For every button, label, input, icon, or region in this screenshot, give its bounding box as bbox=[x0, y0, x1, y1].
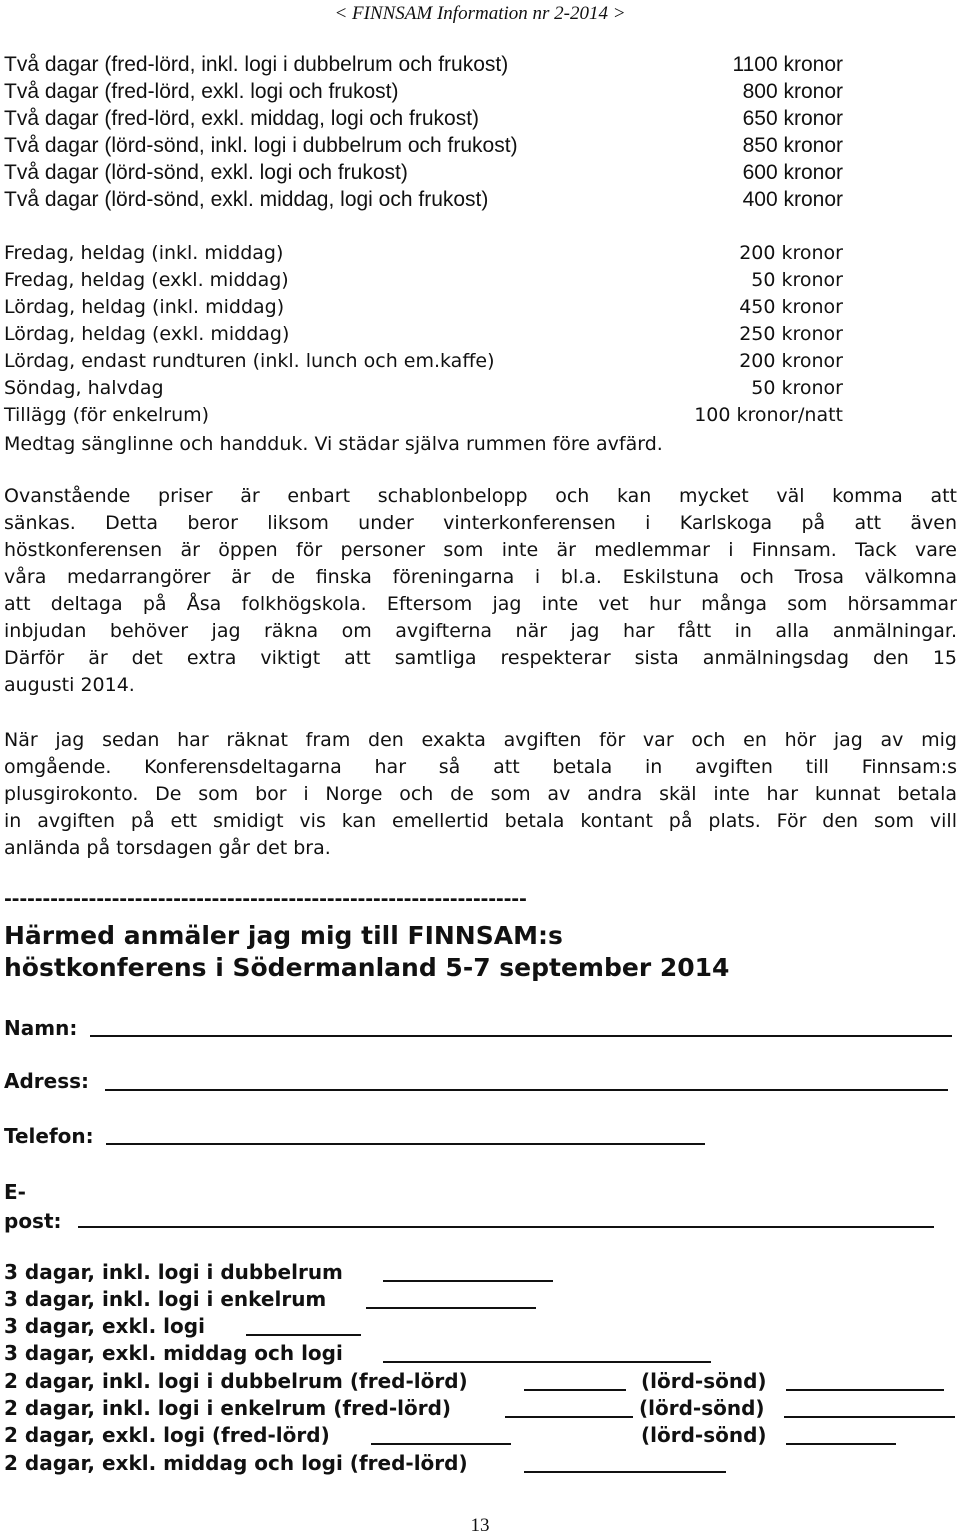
paragraph-payment-info bbox=[4, 727, 957, 862]
paragraph-line: inbjudan behöver jag räkna om avgifterna när jag har fått in alla anmälningar. bbox=[4, 620, 957, 642]
price-row bbox=[4, 294, 843, 321]
price-row bbox=[4, 240, 843, 267]
paragraph-line: augusti 2014. bbox=[4, 674, 135, 696]
price-value: 200 kronor bbox=[739, 350, 843, 372]
form-title-line-2: höstkonferens i Södermanland 5-7 september 2014 bbox=[4, 953, 730, 982]
price-desc: Två dagar (lörd-sönd, exkl. middag, logi och frukost) bbox=[4, 188, 489, 211]
paragraph-line: Ovanstående priser är enbart schablonbelopp och kan mycket väl komma att bbox=[4, 485, 957, 507]
price-desc: Söndag, halvdag bbox=[4, 377, 164, 399]
name-field-line[interactable] bbox=[90, 1035, 952, 1037]
price-value: 650 kronor bbox=[742, 107, 843, 130]
option-2-days-double-room-fri-sat: 2 dagar, inkl. logi i dubbelrum (fred-lörd) bbox=[4, 1369, 468, 1393]
price-desc: Tillägg (för enkelrum) bbox=[4, 404, 210, 426]
price-row bbox=[4, 375, 843, 402]
option-answer-line[interactable] bbox=[786, 1389, 944, 1391]
phone-label: Telefon: bbox=[4, 1124, 94, 1148]
price-row bbox=[4, 78, 843, 105]
price-desc: Lördag, heldag (inkl. middag) bbox=[4, 296, 285, 318]
paragraph-line: höstkonferensen är öppen för personer som inte är medlemmar i Finnsam. Tack vare bbox=[4, 539, 957, 561]
paragraph-line: anlända på torsdagen går det bra. bbox=[4, 837, 331, 859]
price-row bbox=[4, 132, 843, 159]
price-value: 450 kronor bbox=[739, 296, 843, 318]
price-desc: Lördag, endast rundturen (inkl. lunch och em.kaffe) bbox=[4, 350, 495, 372]
option-answer-line[interactable] bbox=[246, 1334, 361, 1336]
price-value: 1100 kronor bbox=[732, 53, 843, 76]
option-answer-line[interactable] bbox=[784, 1416, 955, 1418]
price-desc: Fredag, heldag (inkl. middag) bbox=[4, 242, 284, 264]
price-value: 100 kronor/natt bbox=[694, 404, 843, 426]
option-2-days-double-room-sat-sun: (lörd-sönd) bbox=[641, 1369, 767, 1393]
price-row bbox=[4, 159, 843, 186]
price-value: 800 kronor bbox=[742, 80, 843, 103]
option-answer-line[interactable] bbox=[383, 1361, 711, 1363]
price-desc: Två dagar (lörd-sönd, inkl. logi i dubbelrum och frukost) bbox=[4, 134, 518, 157]
option-answer-line[interactable] bbox=[371, 1443, 511, 1445]
email-label-part-2: post: bbox=[4, 1209, 62, 1233]
price-row bbox=[4, 186, 843, 213]
price-desc: Två dagar (fred-lörd, exkl. middag, logi och frukost) bbox=[4, 107, 480, 130]
note-text: Medtag sänglinne och handduk. Vi städar själva rummen före avfärd. bbox=[4, 433, 663, 455]
price-row bbox=[4, 402, 843, 429]
price-row bbox=[4, 348, 843, 375]
option-answer-line[interactable] bbox=[524, 1471, 726, 1473]
phone-field-line[interactable] bbox=[106, 1143, 705, 1145]
option-answer-line[interactable] bbox=[524, 1389, 626, 1391]
paragraph-prices-info bbox=[4, 483, 957, 699]
price-value: 250 kronor bbox=[739, 323, 843, 345]
price-value: 850 kronor bbox=[742, 134, 843, 157]
name-label: Namn: bbox=[4, 1016, 78, 1040]
paragraph-line: att deltaga på Åsa folkhögskola. Eftersom jag inte vet hur många som hörsammar bbox=[4, 593, 957, 615]
price-value: 50 kronor bbox=[751, 269, 843, 291]
page-number: 13 bbox=[470, 1515, 490, 1536]
option-2-days-no-dinner-lodging-fri-sat: 2 dagar, exkl. middag och logi (fred-lörd) bbox=[4, 1451, 468, 1475]
paragraph-line: våra medarrangörer är de finska föreningarna i bl.a. Eskilstuna och Trosa välkomna bbox=[4, 566, 957, 588]
price-row bbox=[4, 321, 843, 348]
form-title-line-1: Härmed anmäler jag mig till FINNSAM:s bbox=[4, 921, 563, 950]
paragraph-line: Därför är det extra viktigt att samtliga respekterar sista anmälningsdag den 15 bbox=[4, 647, 957, 669]
option-3-days-single-room: 3 dagar, inkl. logi i enkelrum bbox=[4, 1287, 327, 1311]
cut-line-divider: -------------------------------------------------------------------- bbox=[4, 888, 527, 910]
option-answer-line[interactable] bbox=[383, 1280, 553, 1282]
price-desc: Två dagar (lörd-sönd, exkl. logi och frukost) bbox=[4, 161, 408, 184]
option-2-days-single-room-sat-sun: (lörd-sönd) bbox=[639, 1396, 765, 1420]
price-desc: Lördag, heldag (exkl. middag) bbox=[4, 323, 290, 345]
address-field-line[interactable] bbox=[105, 1089, 948, 1091]
option-3-days-no-lodging: 3 dagar, exkl. logi bbox=[4, 1314, 205, 1338]
price-desc: Två dagar (fred-lörd, exkl. logi och frukost) bbox=[4, 80, 399, 103]
price-desc: Två dagar (fred-lörd, inkl. logi i dubbelrum och frukost) bbox=[4, 53, 509, 76]
option-2-days-no-lodging-fri-sat: 2 dagar, exkl. logi (fred-lörd) bbox=[4, 1423, 330, 1447]
paragraph-line: omgående. Konferensdeltagarna har så att betala in avgiften till Finnsam:s bbox=[4, 756, 957, 778]
paragraph-line: in avgiften på ett smidigt vis kan emellertid betala kontant på plats. För den som vill bbox=[4, 810, 957, 832]
option-answer-line[interactable] bbox=[786, 1443, 896, 1445]
price-row bbox=[4, 105, 843, 132]
price-row bbox=[4, 51, 843, 78]
option-2-days-no-lodging-sat-sun: (lörd-sönd) bbox=[641, 1423, 767, 1447]
paragraph-line: plusgirokonto. De som bor i Norge och de som av andra skäl inte har kunnat betala bbox=[4, 783, 957, 805]
page-header: < FINNSAM Information nr 2-2014 > bbox=[334, 3, 626, 24]
paragraph-line: sänkas. Detta beror liksom under vinterkonferensen i Karlskoga på att även bbox=[4, 512, 957, 534]
option-answer-line[interactable] bbox=[505, 1416, 633, 1418]
option-3-days-no-dinner-lodging: 3 dagar, exkl. middag och logi bbox=[4, 1341, 343, 1365]
option-3-days-double-room: 3 dagar, inkl. logi i dubbelrum bbox=[4, 1260, 343, 1284]
price-value: 200 kronor bbox=[739, 242, 843, 264]
address-label: Adress: bbox=[4, 1069, 90, 1093]
price-value: 50 kronor bbox=[751, 377, 843, 399]
option-2-days-single-room-fri-sat: 2 dagar, inkl. logi i enkelrum (fred-lörd) bbox=[4, 1396, 452, 1420]
price-value: 400 kronor bbox=[742, 188, 843, 211]
paragraph-line: När jag sedan har räknat fram den exakta avgiften för var och en hör jag av mig bbox=[4, 729, 957, 751]
price-row bbox=[4, 267, 843, 294]
price-value: 600 kronor bbox=[742, 161, 843, 184]
email-label-part-1: E- bbox=[4, 1180, 26, 1204]
option-answer-line[interactable] bbox=[366, 1307, 536, 1309]
price-desc: Fredag, heldag (exkl. middag) bbox=[4, 269, 289, 291]
email-field-line[interactable] bbox=[78, 1226, 934, 1228]
